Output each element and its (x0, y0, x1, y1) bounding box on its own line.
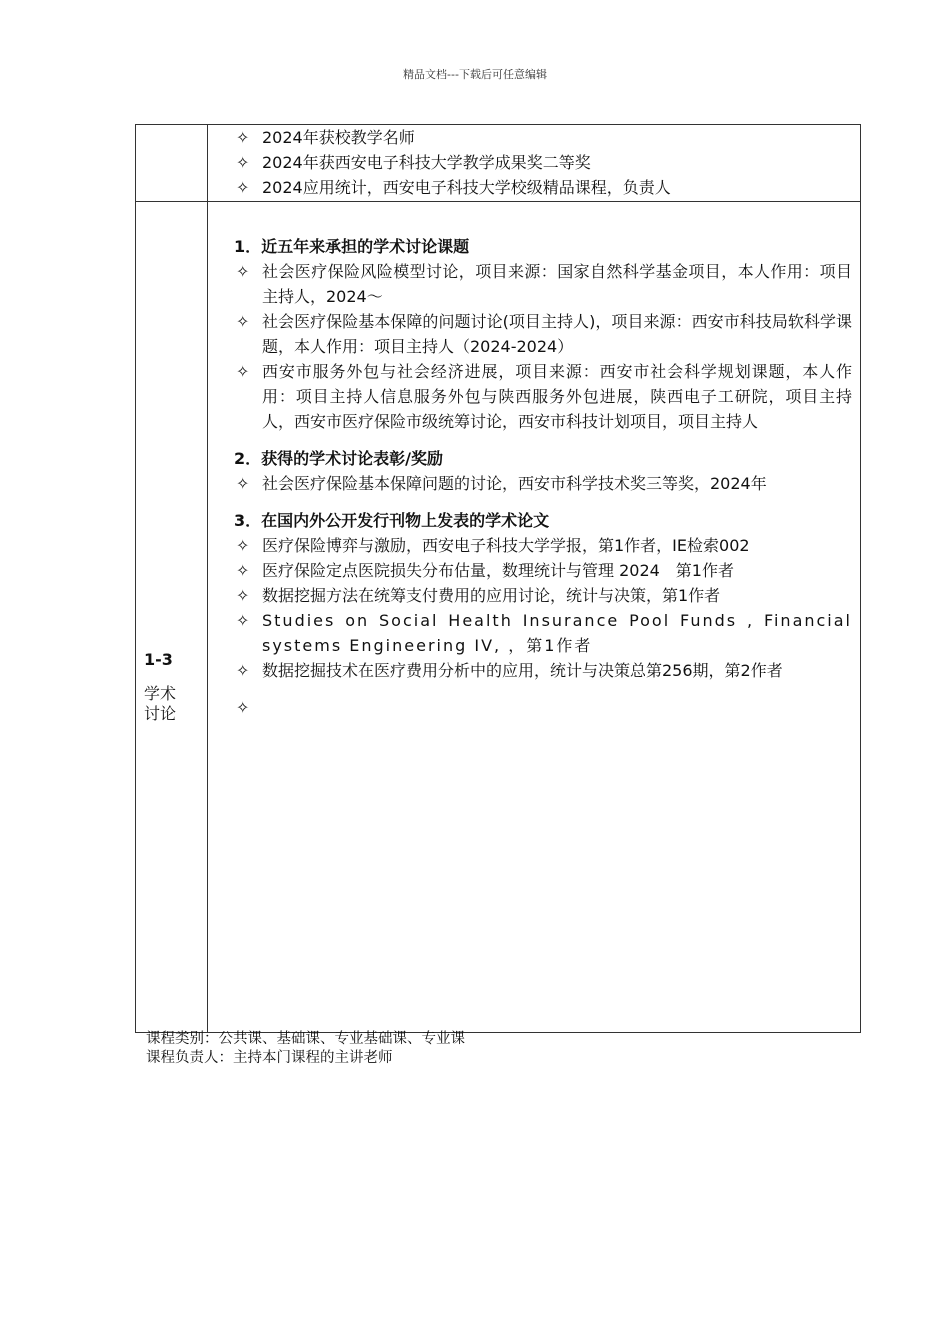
section-heading: 3．在国内外公开发行刊物上发表的学术论文 (234, 511, 550, 530)
section-label-line: 讨论 (144, 704, 177, 723)
honors-row (136, 125, 860, 202)
section-label (144, 650, 176, 724)
list-item (208, 658, 860, 683)
academic-row (136, 202, 860, 1032)
list-item (208, 175, 860, 200)
section-label-line: 学术 (144, 684, 177, 703)
academic-row-content-cell (208, 202, 860, 1032)
footer-course-category: 课程类别：公共课、基础课、专业基础课、专业课 (146, 1031, 465, 1047)
footer-notes (146, 1030, 465, 1068)
section-heading: 2．获得的学术讨论表彰/奖励 (234, 449, 443, 468)
academic-row-label-cell (136, 202, 208, 1032)
honors-row-content-cell (208, 125, 860, 201)
paper-text: 医疗保险博弈与激励，西安电子科技大学学报，第1作者，IE检索002 (262, 536, 750, 555)
form-table (135, 124, 861, 1033)
page-header-note: 精品文档---下载后可任意编辑 (403, 68, 547, 81)
papers-section (208, 508, 860, 720)
project-text: 社会医疗保险风险模型讨论，项目来源：国家自然科学基金项目，本人作用：项目主持人，2024～ (262, 262, 852, 306)
list-item-empty (208, 695, 860, 720)
diamond-bullet-icon: ✧ (236, 362, 250, 381)
list-item (208, 583, 860, 608)
diamond-bullet-icon: ✧ (236, 312, 250, 331)
honor-text: 2024应用统计，西安电子科技大学校级精品课程，负责人 (262, 178, 671, 197)
diamond-bullet-icon: ✧ (236, 698, 250, 717)
paper-text: Studies on Social Health Insurance Pool Funds , Financial systems Engineering IV, ，第1作者 (262, 611, 852, 655)
paper-text: 数据挖掘技术在医疗费用分析中的应用，统计与决策总第256期，第2作者 (262, 661, 783, 680)
project-text: 西安市服务外包与社会经济进展，项目来源：西安市社会科学规划课题，本人作用：项目主持人信息服务外包与陕西服务外包进展，陕西电子工研院，项目主持人，西安市医疗保险市级统筹讨论，西安市科技计划项目，项目主持人 (262, 362, 852, 431)
paper-text: 医疗保险定点医院损失分布估量，数理统计与管理 2024 第1作者 (262, 561, 734, 580)
diamond-bullet-icon: ✧ (236, 178, 250, 197)
list-item (208, 125, 860, 150)
footer-course-lead: 课程负责人：主持本门课程的主讲老师 (146, 1050, 393, 1066)
paper-text: 数据挖掘方法在统筹支付费用的应用讨论，统计与决策，第1作者 (262, 586, 721, 605)
section-code: 1-3 (144, 650, 173, 669)
list-item (208, 150, 860, 175)
list-item (208, 608, 860, 658)
project-text: 社会医疗保险基本保障的问题讨论(项目主持人)，项目来源：西安市科技局软科学课题，本人作用：项目主持人（2024-2024） (262, 312, 852, 356)
diamond-bullet-icon: ✧ (236, 661, 250, 680)
research-projects-section (208, 234, 860, 434)
diamond-bullet-icon: ✧ (236, 128, 250, 147)
diamond-bullet-icon: ✧ (236, 561, 250, 580)
list-item (208, 309, 860, 359)
list-item (208, 359, 860, 434)
list-item (208, 558, 860, 583)
honors-list (208, 125, 860, 200)
academic-content (208, 234, 860, 732)
section-heading: 1．近五年来承担的学术讨论课题 (234, 237, 470, 256)
honor-text: 2024年获西安电子科技大学教学成果奖二等奖 (262, 153, 591, 172)
honors-row-label-cell (136, 125, 208, 201)
list-item (208, 471, 860, 496)
diamond-bullet-icon: ✧ (236, 611, 250, 630)
diamond-bullet-icon: ✧ (236, 262, 250, 281)
list-item (208, 533, 860, 558)
award-text: 社会医疗保险基本保障问题的讨论，西安市科学技术奖三等奖，2024年 (262, 474, 767, 493)
diamond-bullet-icon: ✧ (236, 586, 250, 605)
diamond-bullet-icon: ✧ (236, 536, 250, 555)
awards-section (208, 446, 860, 496)
diamond-bullet-icon: ✧ (236, 474, 250, 493)
diamond-bullet-icon: ✧ (236, 153, 250, 172)
honor-text: 2024年获校教学名师 (262, 128, 415, 147)
list-item (208, 259, 860, 309)
